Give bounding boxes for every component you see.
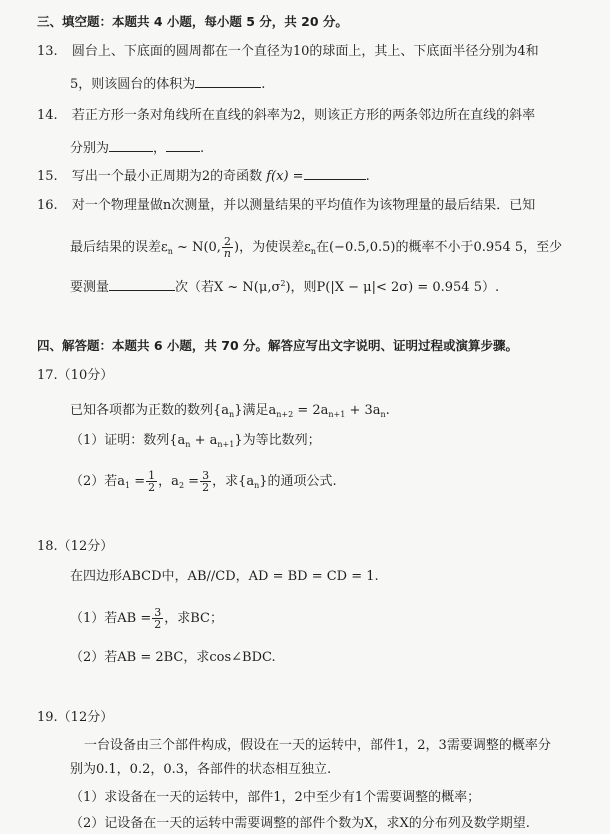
q18-f-den: 2 — [154, 618, 162, 631]
q17-f1-den: 2 — [148, 481, 156, 494]
q16-text2d: 在(−0.5,0.5)的概率不小于0.954 5，至少 — [315, 240, 563, 255]
q16-text: 对一个物理量做n次测量，并以测量结果的平均值作为该物理量的最后结果．已知 — [71, 198, 536, 213]
q17-fraction-2 — [200, 470, 211, 493]
q14-text: 若正方形一条对角线所在直线的斜率为2，则该正方形的两条邻边所在直线的斜率 — [71, 108, 536, 123]
q16-text3b: 次（若X ~ N(μ,σ — [175, 280, 281, 295]
q13-answer-blank[interactable] — [195, 75, 261, 88]
q18-p1a: （1）若AB = — [70, 611, 152, 626]
q17-stem-c: = 2a — [297, 403, 329, 418]
q17-p2f: }的通项公式. — [259, 474, 337, 489]
q17-stem-d: + 3a — [349, 403, 381, 418]
q15-number: 15. — [37, 169, 58, 184]
q14-number: 14. — [37, 108, 58, 123]
section4-heading: 四、解答题：本题共 6 小题，共 70 分。解答应写出文字说明、证明过程或演算步骤。 — [37, 338, 519, 353]
q14-line1 — [37, 108, 535, 124]
q16-line3: 要测量 次（若X ~ $N(\mu,\sigma^2)$，则P(|X − μ|< 2σ) = 0.954 5）. — [70, 279, 500, 295]
q13-text2: 5，则该圆台的体积为 — [70, 77, 196, 92]
q16-sub-n: n — [167, 247, 173, 256]
q15-text: 写出一个最小正周期为2的奇函数 — [71, 169, 263, 184]
q15-end: . — [365, 169, 370, 184]
q14-line2 — [70, 139, 204, 157]
q17-p2c: ，a — [158, 474, 179, 489]
q18-p1b: ，求BC； — [164, 611, 223, 626]
q13-line1 — [37, 44, 539, 60]
q17-p1c: }为等比数列； — [234, 433, 321, 448]
q18-stem: 在四边形ABCD中，AB//CD，AD = BD = CD = 1. — [70, 569, 379, 584]
q16-text3c: )，则P(|X − μ|< 2σ) = 0.954 5）. — [285, 280, 500, 295]
q17-stem-e: . — [385, 403, 390, 418]
q16-normal: ~ N(0, — [177, 240, 221, 255]
q17-stem-b: }满足a — [234, 403, 277, 418]
q13-line2 — [70, 75, 265, 93]
q17-p2d: = — [188, 474, 200, 489]
q15-fx: f(x) = — [266, 169, 304, 184]
q17-f2-den: 2 — [202, 481, 210, 494]
q17-part2: （2）若$a_1$ = $\frac{1}{2}$ ，$a_2$ = $\frac{3}{2}$ ，求$\{a_n\}$的通项公式. — [70, 469, 337, 494]
q16-text2c: )，为使误差ε — [234, 240, 311, 255]
section3-heading: 三、填空题：本题共 4 小题，每小题 5 分，共 20 分。 — [37, 14, 348, 29]
q16-text3a: 要测量 — [70, 280, 110, 295]
q14-end: . — [200, 141, 205, 156]
q17-stem: 已知各项都为正数的数列$\{a_n\}$满足$a_{n+2} = 2a_{n+1} + 3a_n$. — [70, 403, 390, 419]
q17-p1a: （1）证明：数列{a — [70, 433, 186, 448]
q17-f1-num: 1 — [148, 469, 156, 482]
q13-text: 圆台上、下底面的圆周都在一个直径为10的球面上，其上、下底面半径分别为4和 — [71, 44, 539, 59]
q17-part1: （1）证明：数列$\{a_n + a_{n+1}\}$为等比数列； — [70, 433, 321, 449]
q16-text2a: 最后结果的误差ε — [70, 240, 168, 255]
q17-stem-a: 已知各项都为正数的数列{a — [70, 403, 230, 418]
q17-p2a: （2）若a — [70, 474, 126, 489]
q17-p1b: + a — [194, 433, 218, 448]
q14-sep: ， — [153, 141, 167, 156]
q16-number: 16. — [37, 198, 58, 213]
q19-part2: （2）记设备在一天的运转中需要调整的部件个数为X，求X的分布列及数学期望. — [70, 816, 530, 831]
q16-line1 — [37, 198, 535, 214]
q17-p2b: = — [134, 474, 146, 489]
q16-frac-den: n — [223, 247, 232, 260]
q16-line2 — [70, 236, 562, 260]
q16-sub-n2: n — [310, 247, 316, 256]
q17-number: 17.（10分） — [37, 368, 114, 383]
q14-text2: 分别为 — [70, 141, 110, 156]
q16-fraction — [222, 236, 233, 259]
q17-f2-num: 3 — [202, 469, 210, 482]
q16-frac-num: 2 — [222, 236, 233, 248]
q16-answer-blank[interactable] — [109, 278, 175, 291]
q17-p2e: ，求{a — [212, 474, 255, 489]
q18-fraction — [152, 607, 163, 630]
q19-line2: 别为0.1，0.2，0.3，各部件的状态相互独立. — [70, 762, 332, 777]
q14-answer-blank-2[interactable] — [166, 139, 200, 152]
q19-number: 19.（12分） — [37, 710, 114, 725]
q18-number: 18.（12分） — [37, 539, 114, 554]
q15-line — [37, 167, 370, 185]
q18-part1 — [70, 607, 223, 630]
q13-end: . — [261, 77, 266, 92]
q17-fraction-1 — [146, 470, 157, 493]
q18-part2: （2）若AB = 2BC，求cos∠BDC. — [70, 650, 276, 665]
q19-part1: （1）求设备在一天的运转中，部件1，2中至少有1个需要调整的概率； — [70, 790, 481, 805]
q18-f-num: 3 — [154, 606, 162, 619]
q13-number: 13. — [37, 44, 58, 59]
q15-answer-blank[interactable] — [304, 167, 366, 180]
q19-line1: 一台设备由三个部件构成，假设在一天的运转中，部件1，2，3需要调整的概率分 — [84, 738, 551, 753]
q14-answer-blank-1[interactable] — [109, 139, 153, 152]
